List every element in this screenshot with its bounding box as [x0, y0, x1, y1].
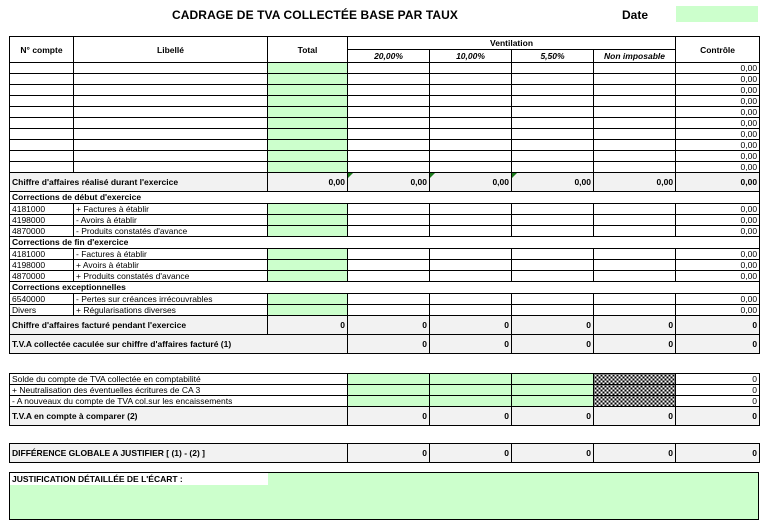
vni-cell[interactable] — [594, 129, 676, 140]
v10-cell[interactable] — [430, 107, 512, 118]
v20-cell[interactable] — [348, 107, 430, 118]
libelle-cell[interactable] — [74, 129, 268, 140]
v20-cell[interactable] — [348, 226, 430, 237]
v55-cell[interactable] — [512, 118, 594, 129]
v55-cell[interactable] — [512, 215, 594, 226]
header-ventilation: Ventilation — [348, 37, 676, 50]
hatched-cell — [594, 374, 676, 385]
v10-cell[interactable] — [430, 129, 512, 140]
v20-cell[interactable] — [348, 215, 430, 226]
compte-cell[interactable] — [10, 162, 74, 173]
section-fin-title: Corrections de fin d'exercice — [10, 237, 760, 249]
v10-cell[interactable] — [430, 204, 512, 215]
v20-cell[interactable] — [348, 129, 430, 140]
table-row — [10, 249, 760, 260]
v55-cell[interactable] — [512, 260, 594, 271]
total-cell[interactable] — [268, 96, 348, 107]
v20-cell[interactable] — [348, 294, 430, 305]
controle-cell: 0 — [676, 374, 760, 385]
controle-cell: 0,00 — [676, 151, 760, 162]
tva-collectee-vni: 0 — [594, 335, 676, 354]
v55-cell[interactable] — [512, 151, 594, 162]
v10-cell[interactable] — [430, 96, 512, 107]
ca-facture-v20: 0 — [348, 316, 430, 335]
vni-cell[interactable] — [594, 249, 676, 260]
justification-label: JUSTIFICATION DÉTAILLÉE DE L'ÉCART : — [10, 473, 270, 485]
justification-text-area[interactable] — [10, 485, 758, 519]
table-row — [10, 215, 760, 226]
total-cell[interactable] — [268, 249, 348, 260]
controle-cell: 0,00 — [676, 249, 760, 260]
v20-cell[interactable] — [348, 151, 430, 162]
vni-cell[interactable] — [594, 85, 676, 96]
v20-cell[interactable] — [348, 396, 430, 407]
table-row — [10, 140, 760, 151]
v55-cell[interactable] — [512, 249, 594, 260]
v55-cell[interactable] — [512, 63, 594, 74]
v10-cell[interactable] — [430, 215, 512, 226]
compte-cell[interactable] — [10, 140, 74, 151]
v55-cell[interactable] — [512, 140, 594, 151]
header-rate-55: 5,50% — [512, 50, 594, 63]
libelle-cell[interactable] — [74, 63, 268, 74]
tva-collectee-label: T.V.A collectée caculée sur chiffre d'affaires facturé (1) — [10, 335, 348, 354]
table-row — [10, 107, 760, 118]
v20-cell[interactable] — [348, 74, 430, 85]
vni-cell[interactable] — [594, 151, 676, 162]
table-row — [10, 162, 760, 173]
v10-cell[interactable] — [430, 294, 512, 305]
ca-facture-row — [10, 316, 760, 335]
v10-cell[interactable] — [430, 74, 512, 85]
v55-cell[interactable] — [512, 305, 594, 316]
v20-cell[interactable] — [348, 305, 430, 316]
ca-realise-vni: 0,00 — [594, 173, 676, 192]
total-cell[interactable] — [268, 226, 348, 237]
table-row — [10, 74, 760, 85]
v10-cell[interactable] — [430, 271, 512, 282]
section-debut-title: Corrections de début d'exercice — [10, 192, 760, 204]
compta-label: Solde du compte de TVA collectée en comptabilité — [10, 374, 348, 385]
v20-cell[interactable] — [348, 249, 430, 260]
difference-vni: 0 — [594, 444, 676, 463]
v20-cell[interactable] — [348, 96, 430, 107]
header-libelle: Libellé — [74, 37, 268, 63]
justification-header-field[interactable] — [268, 473, 758, 485]
libelle-cell: - Pertes sur créances irrécouvrables — [74, 294, 268, 305]
vni-cell[interactable] — [594, 96, 676, 107]
total-cell[interactable] — [268, 271, 348, 282]
table-row — [10, 226, 760, 237]
difference-row — [10, 444, 760, 463]
ca-realise-v10: 0,00 — [430, 173, 512, 192]
v55-cell[interactable] — [512, 129, 594, 140]
tva-compte-row — [10, 407, 760, 426]
v20-cell[interactable] — [348, 162, 430, 173]
table-row — [10, 396, 760, 407]
ca-facture-total: 0 — [268, 316, 348, 335]
header-rate-20: 20,00% — [348, 50, 430, 63]
header-total: Total — [268, 37, 348, 63]
v20-cell[interactable] — [348, 260, 430, 271]
compte-cell: Divers — [10, 305, 74, 316]
header-rate-10: 10,00% — [430, 50, 512, 63]
ca-facture-v10: 0 — [430, 316, 512, 335]
libelle-cell[interactable] — [74, 151, 268, 162]
v55-cell[interactable] — [512, 294, 594, 305]
v10-cell[interactable] — [430, 249, 512, 260]
v10-cell[interactable] — [430, 63, 512, 74]
ca-realise-label: Chiffre d'affaires réalisé durant l'exercice — [10, 173, 268, 192]
libelle-cell: + Régularisations diverses — [74, 305, 268, 316]
difference-v10: 0 — [430, 444, 512, 463]
date-field[interactable] — [676, 6, 758, 22]
libelle-cell: + Factures à établir — [74, 204, 268, 215]
compte-cell: 4870000 — [10, 271, 74, 282]
libelle-cell: + Produits constatés d'avance — [74, 271, 268, 282]
tva-compte-v20: 0 — [348, 407, 430, 426]
total-cell[interactable] — [268, 305, 348, 316]
compte-cell[interactable] — [10, 118, 74, 129]
v20-cell[interactable] — [348, 374, 430, 385]
libelle-cell[interactable] — [74, 107, 268, 118]
controle-cell: 0,00 — [676, 271, 760, 282]
tva-collectee-controle: 0 — [676, 335, 760, 354]
tva-collectee-v55: 0 — [512, 335, 594, 354]
compte-cell: 4181000 — [10, 204, 74, 215]
vni-cell[interactable] — [594, 107, 676, 118]
header-controle: Contrôle — [676, 37, 760, 63]
difference-v55: 0 — [512, 444, 594, 463]
libelle-cell: - Produits constatés d'avance — [74, 226, 268, 237]
controle-cell: 0,00 — [676, 85, 760, 96]
v20-cell[interactable] — [348, 118, 430, 129]
ca-facture-controle: 0 — [676, 316, 760, 335]
total-cell[interactable] — [268, 107, 348, 118]
compte-cell[interactable] — [10, 74, 74, 85]
libelle-cell[interactable] — [74, 74, 268, 85]
controle-cell: 0,00 — [676, 107, 760, 118]
table-row — [10, 374, 760, 385]
v55-cell[interactable] — [512, 226, 594, 237]
libelle-cell[interactable] — [74, 162, 268, 173]
libelle-cell: - Factures à établir — [74, 249, 268, 260]
controle-cell: 0,00 — [676, 63, 760, 74]
total-cell[interactable] — [268, 215, 348, 226]
v10-cell[interactable] — [430, 226, 512, 237]
total-cell[interactable] — [268, 260, 348, 271]
v10-cell[interactable] — [430, 118, 512, 129]
table-row — [10, 96, 760, 107]
controle-cell: 0,00 — [676, 294, 760, 305]
compta-label: + Neutralisation des éventuelles écritures de CA 3 — [10, 385, 348, 396]
vni-cell[interactable] — [594, 140, 676, 151]
total-cell[interactable] — [268, 204, 348, 215]
libelle-cell[interactable] — [74, 140, 268, 151]
libelle-cell: - Avoirs à établir — [74, 215, 268, 226]
v55-cell[interactable] — [512, 374, 594, 385]
tva-collectee-v20: 0 — [348, 335, 430, 354]
section-exceptionnelles-title: Corrections exceptionnelles — [10, 282, 760, 294]
tva-compte-label: T.V.A en compte à comparer (2) — [10, 407, 348, 426]
compte-cell[interactable] — [10, 129, 74, 140]
justification-box — [9, 472, 759, 520]
v55-cell[interactable] — [512, 74, 594, 85]
ca-realise-controle: 0,00 — [676, 173, 760, 192]
controle-cell: 0,00 — [676, 162, 760, 173]
compte-cell: 4198000 — [10, 260, 74, 271]
hatched-cell — [594, 396, 676, 407]
controle-cell: 0,00 — [676, 74, 760, 85]
vni-cell[interactable] — [594, 294, 676, 305]
total-cell[interactable] — [268, 162, 348, 173]
vni-cell[interactable] — [594, 63, 676, 74]
controle-cell: 0 — [676, 396, 760, 407]
difference-v20: 0 — [348, 444, 430, 463]
compte-cell[interactable] — [10, 85, 74, 96]
tva-collectee-row — [10, 335, 760, 354]
table-row — [10, 204, 760, 215]
header-rate-ni: Non imposable — [594, 50, 676, 63]
v55-cell[interactable] — [512, 96, 594, 107]
total-cell[interactable] — [268, 294, 348, 305]
v10-cell[interactable] — [430, 260, 512, 271]
table-row — [10, 118, 760, 129]
compte-cell[interactable] — [10, 96, 74, 107]
controle-cell: 0,00 — [676, 129, 760, 140]
controle-cell: 0,00 — [676, 226, 760, 237]
difference-label: DIFFÉRENCE GLOBALE A JUSTIFIER [ (1) - (2) ] — [10, 444, 348, 463]
vni-cell[interactable] — [594, 215, 676, 226]
total-cell[interactable] — [268, 140, 348, 151]
v20-cell[interactable] — [348, 140, 430, 151]
compte-cell[interactable] — [10, 63, 74, 74]
v10-cell[interactable] — [430, 151, 512, 162]
controle-cell: 0,00 — [676, 204, 760, 215]
libelle-cell: + Avoirs à établir — [74, 260, 268, 271]
controle-cell: 0,00 — [676, 260, 760, 271]
v55-cell[interactable] — [512, 204, 594, 215]
table-row — [10, 151, 760, 162]
libelle-cell[interactable] — [74, 96, 268, 107]
v55-cell[interactable] — [512, 85, 594, 96]
v10-cell[interactable] — [430, 385, 512, 396]
v20-cell[interactable] — [348, 385, 430, 396]
compte-cell: 4198000 — [10, 215, 74, 226]
tva-table — [9, 36, 760, 354]
table-row — [10, 63, 760, 74]
v10-cell[interactable] — [430, 162, 512, 173]
header-compte: N° compte — [10, 37, 74, 63]
libelle-cell[interactable] — [74, 85, 268, 96]
vni-cell[interactable] — [594, 305, 676, 316]
table-row — [10, 260, 760, 271]
v20-cell[interactable] — [348, 85, 430, 96]
compte-cell: 6540000 — [10, 294, 74, 305]
total-cell[interactable] — [268, 85, 348, 96]
v55-cell[interactable] — [512, 162, 594, 173]
hatched-cell — [594, 385, 676, 396]
vni-cell[interactable] — [594, 260, 676, 271]
v55-cell[interactable] — [512, 107, 594, 118]
ca-realise-v55: 0,00 — [512, 173, 594, 192]
table-row — [10, 385, 760, 396]
controle-cell: 0,00 — [676, 96, 760, 107]
tva-compte-controle: 0 — [676, 407, 760, 426]
page-title: CADRAGE DE TVA COLLECTÉE BASE PAR TAUX — [172, 8, 459, 22]
table-row — [10, 294, 760, 305]
tva-collectee-v10: 0 — [430, 335, 512, 354]
compte-cell: 4870000 — [10, 226, 74, 237]
ca-realise-v20: 0,00 — [348, 173, 430, 192]
vni-cell[interactable] — [594, 204, 676, 215]
v20-cell[interactable] — [348, 204, 430, 215]
total-cell[interactable] — [268, 74, 348, 85]
vni-cell[interactable] — [594, 74, 676, 85]
tva-compte-v55: 0 — [512, 407, 594, 426]
table-row — [10, 129, 760, 140]
v20-cell[interactable] — [348, 271, 430, 282]
controle-cell: 0,00 — [676, 305, 760, 316]
date-label: Date — [622, 8, 649, 22]
controle-cell: 0 — [676, 385, 760, 396]
total-cell[interactable] — [268, 151, 348, 162]
ca-facture-vni: 0 — [594, 316, 676, 335]
tva-compte-vni: 0 — [594, 407, 676, 426]
difference-controle: 0 — [676, 444, 760, 463]
compte-cell: 4181000 — [10, 249, 74, 260]
v10-cell[interactable] — [430, 396, 512, 407]
v10-cell[interactable] — [430, 374, 512, 385]
v10-cell[interactable] — [430, 85, 512, 96]
v55-cell[interactable] — [512, 396, 594, 407]
table-row — [10, 85, 760, 96]
compta-label: - A nouveaux du compte de TVA col.sur les encaissements — [10, 396, 348, 407]
v20-cell[interactable] — [348, 63, 430, 74]
v55-cell[interactable] — [512, 271, 594, 282]
vni-cell[interactable] — [594, 118, 676, 129]
controle-cell: 0,00 — [676, 118, 760, 129]
ca-facture-label: Chiffre d'affaires facturé pendant l'exercice — [10, 316, 268, 335]
total-cell[interactable] — [268, 129, 348, 140]
table-row — [10, 305, 760, 316]
table-row — [10, 271, 760, 282]
v55-cell[interactable] — [512, 385, 594, 396]
vni-cell[interactable] — [594, 226, 676, 237]
difference-table — [9, 443, 760, 463]
compte-cell[interactable] — [10, 107, 74, 118]
ca-realise-row — [10, 173, 760, 192]
total-cell[interactable] — [268, 118, 348, 129]
vni-cell[interactable] — [594, 162, 676, 173]
tva-compte-v10: 0 — [430, 407, 512, 426]
v10-cell[interactable] — [430, 305, 512, 316]
vni-cell[interactable] — [594, 271, 676, 282]
ca-facture-v55: 0 — [512, 316, 594, 335]
controle-cell: 0,00 — [676, 140, 760, 151]
ca-realise-total: 0,00 — [268, 173, 348, 192]
controle-cell: 0,00 — [676, 215, 760, 226]
total-cell[interactable] — [268, 63, 348, 74]
libelle-cell[interactable] — [74, 118, 268, 129]
v10-cell[interactable] — [430, 140, 512, 151]
compta-table — [9, 373, 760, 426]
compte-cell[interactable] — [10, 151, 74, 162]
